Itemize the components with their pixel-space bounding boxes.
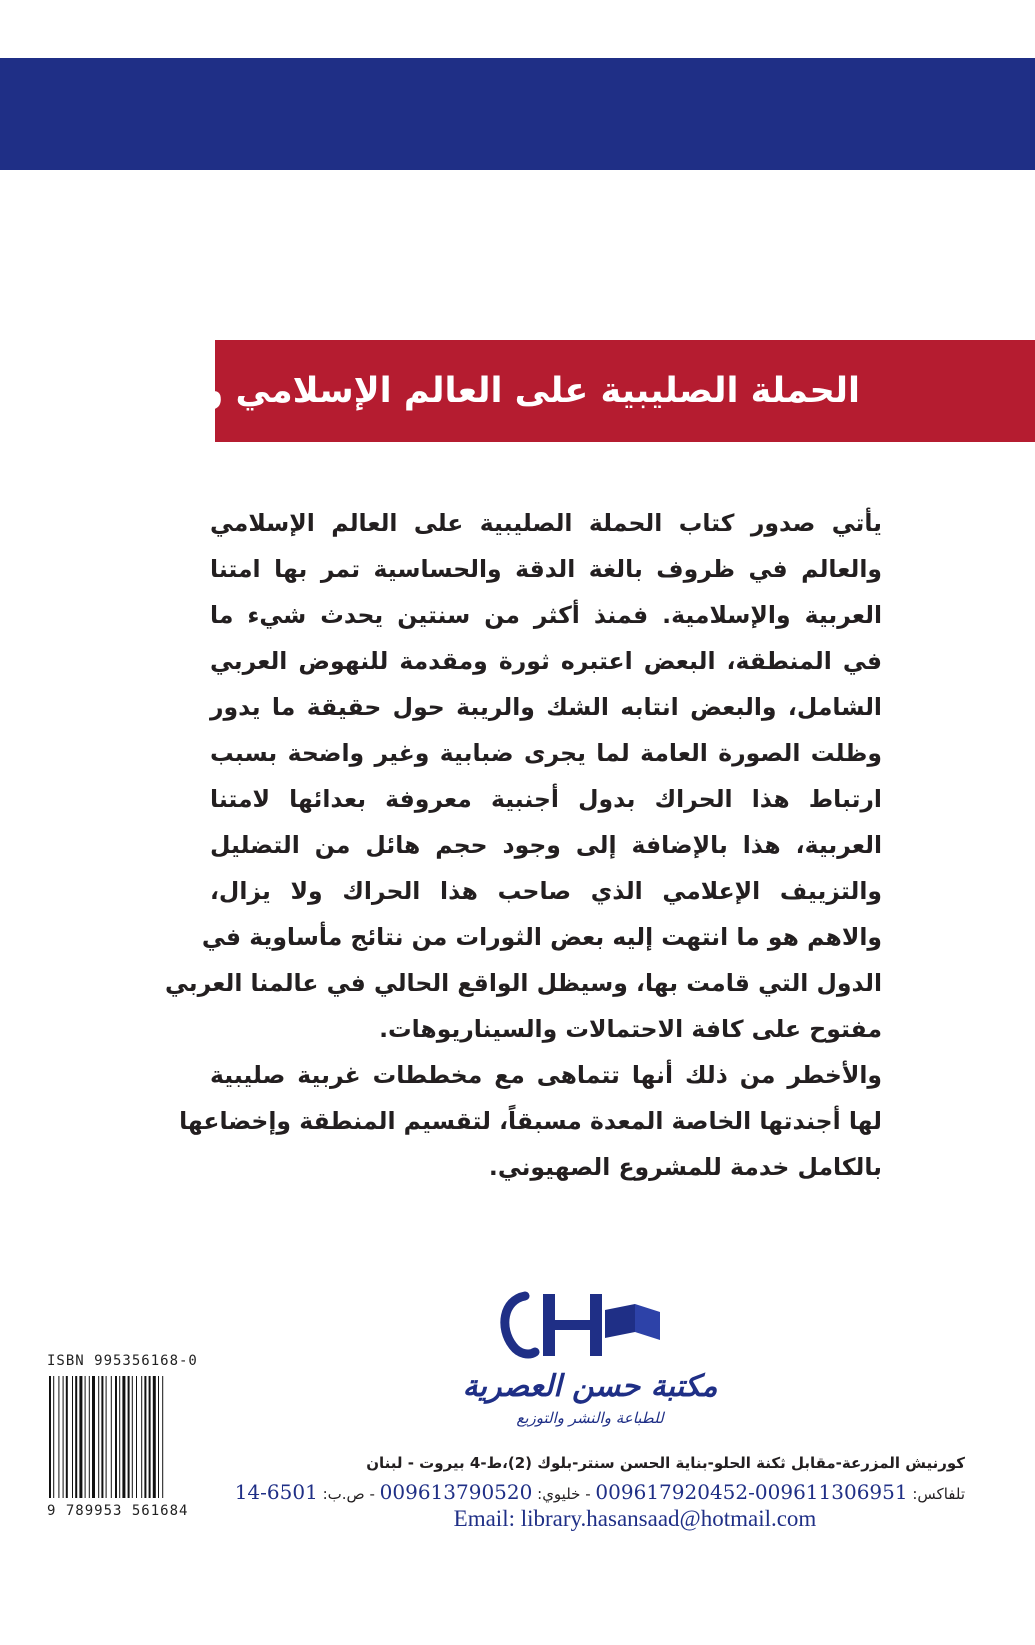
isbn-label: ISBN 995356168-0 bbox=[47, 1353, 198, 1369]
blurb-line: بالكامل خدمة للمشروع الصهيوني. bbox=[488, 1153, 882, 1181]
blurb-text bbox=[165, 500, 882, 1190]
blurb-line: والتزييف الإعلامي الذي صاحب هذا الحراك ولا يزال، bbox=[210, 877, 882, 905]
blurb-line: يأتي صدور كتاب الحملة الصليبية على العالم الإسلامي bbox=[210, 509, 882, 537]
gulf-label: - خليوي: bbox=[537, 1485, 591, 1503]
barcode-bar bbox=[79, 1376, 82, 1498]
barcode-bar bbox=[119, 1376, 120, 1498]
blurb-line: في المنطقة، البعض اعتبره ثورة ومقدمة للنهوض العربي bbox=[210, 647, 882, 675]
blurb-line: والأخطر من ذلك أنها تتماهى مع مخططات غربية صليبية bbox=[210, 1061, 882, 1089]
fax-numbers: 009611306951-009617920452 bbox=[595, 1480, 908, 1504]
publisher-name: مكتبة حسن العصرية bbox=[462, 1369, 718, 1404]
blurb-line: الشامل، والبعض انتابه الشك والريبة حول حقيقة ما يدور bbox=[210, 693, 882, 721]
barcode-digits: 9 789953 561684 bbox=[47, 1503, 189, 1519]
barcode-bar bbox=[101, 1376, 103, 1498]
publisher-address: كورنيش المزرعة-مقابل ثكنة الحلو-بناية الحسن سنتر-بلوك (2)،ط-4 بيروت - لبنان bbox=[366, 1454, 965, 1472]
pobox-number: 6501-14 bbox=[234, 1480, 318, 1504]
barcode-bar bbox=[115, 1376, 117, 1498]
barcode-bar bbox=[149, 1376, 151, 1498]
blurb-line: العربية والإسلامية. فمنذ أكثر من سنتين يحدث شيء ما bbox=[210, 601, 882, 629]
blurb-line: لها أجندتها الخاصة المعدة مسبقاً، لتقسيم المنطقة وإخضاعها bbox=[179, 1107, 882, 1135]
barcode-bar bbox=[128, 1376, 130, 1498]
blurb-line: مفتوح على كافة الاحتمالات والسيناريوهات. bbox=[379, 1015, 882, 1043]
barcode-bars bbox=[47, 1376, 232, 1500]
barcode-bar bbox=[63, 1376, 64, 1498]
publisher-subtitle: للطباعة والنشر والتوزيع bbox=[516, 1409, 664, 1427]
top-blue-band bbox=[0, 58, 1035, 170]
barcode-bar bbox=[92, 1376, 95, 1498]
barcode-bar bbox=[144, 1376, 146, 1498]
barcode-bar bbox=[162, 1376, 163, 1498]
pobox-label: - ص.ب: bbox=[322, 1485, 375, 1503]
barcode-bar bbox=[158, 1376, 159, 1498]
blurb-line: والعالم في ظروف بالغة الدقة والحساسية تمر بها امتنا bbox=[210, 555, 882, 583]
blurb-line: وظلت الصورة العامة لما يجرى ضبابية وغير واضحة بسبب bbox=[210, 739, 882, 767]
barcode-bar bbox=[153, 1376, 156, 1498]
barcode-bar bbox=[85, 1376, 86, 1498]
publisher-logo-icon bbox=[495, 1288, 675, 1370]
barcode-bar bbox=[75, 1376, 77, 1498]
blurb-line: العربية، هذا بالإضافة إلى وجود حجم هائل من التضليل bbox=[210, 831, 882, 859]
barcode-bar bbox=[122, 1376, 125, 1498]
barcode-bar bbox=[72, 1376, 73, 1498]
barcode-bar bbox=[132, 1376, 133, 1498]
blurb-line: ارتباط هذا الحراك بدول أجنبية معروفة بعدائها لامتنا bbox=[210, 785, 882, 813]
book-title: الحملة الصليبية على العالم الإسلامي والعالم bbox=[102, 371, 860, 411]
barcode-bar bbox=[66, 1376, 68, 1498]
blurb-line: الدول التي قامت بها، وسيظل الواقع الحالي في عالمنا العربي bbox=[165, 969, 882, 997]
blurb-line: والاهم هو ما انتهت إليه بعض الثورات من نتائج مأساوية في bbox=[201, 923, 882, 951]
barcode-bar bbox=[111, 1376, 112, 1498]
barcode bbox=[47, 1350, 232, 1522]
barcode-bar bbox=[141, 1376, 142, 1498]
publisher-email[interactable]: Email: library.hasansaad@hotmail.com bbox=[453, 1506, 817, 1531]
fax-label: تلفاكس: bbox=[912, 1485, 965, 1503]
gulf-number: 009613790520 bbox=[379, 1480, 533, 1504]
barcode-bar bbox=[106, 1376, 107, 1498]
barcode-bar bbox=[98, 1376, 99, 1498]
barcode-bar bbox=[49, 1376, 51, 1498]
barcode-bar bbox=[53, 1376, 54, 1498]
barcode-bar bbox=[89, 1376, 90, 1498]
barcode-bar bbox=[136, 1376, 137, 1498]
barcode-bar bbox=[58, 1376, 59, 1498]
